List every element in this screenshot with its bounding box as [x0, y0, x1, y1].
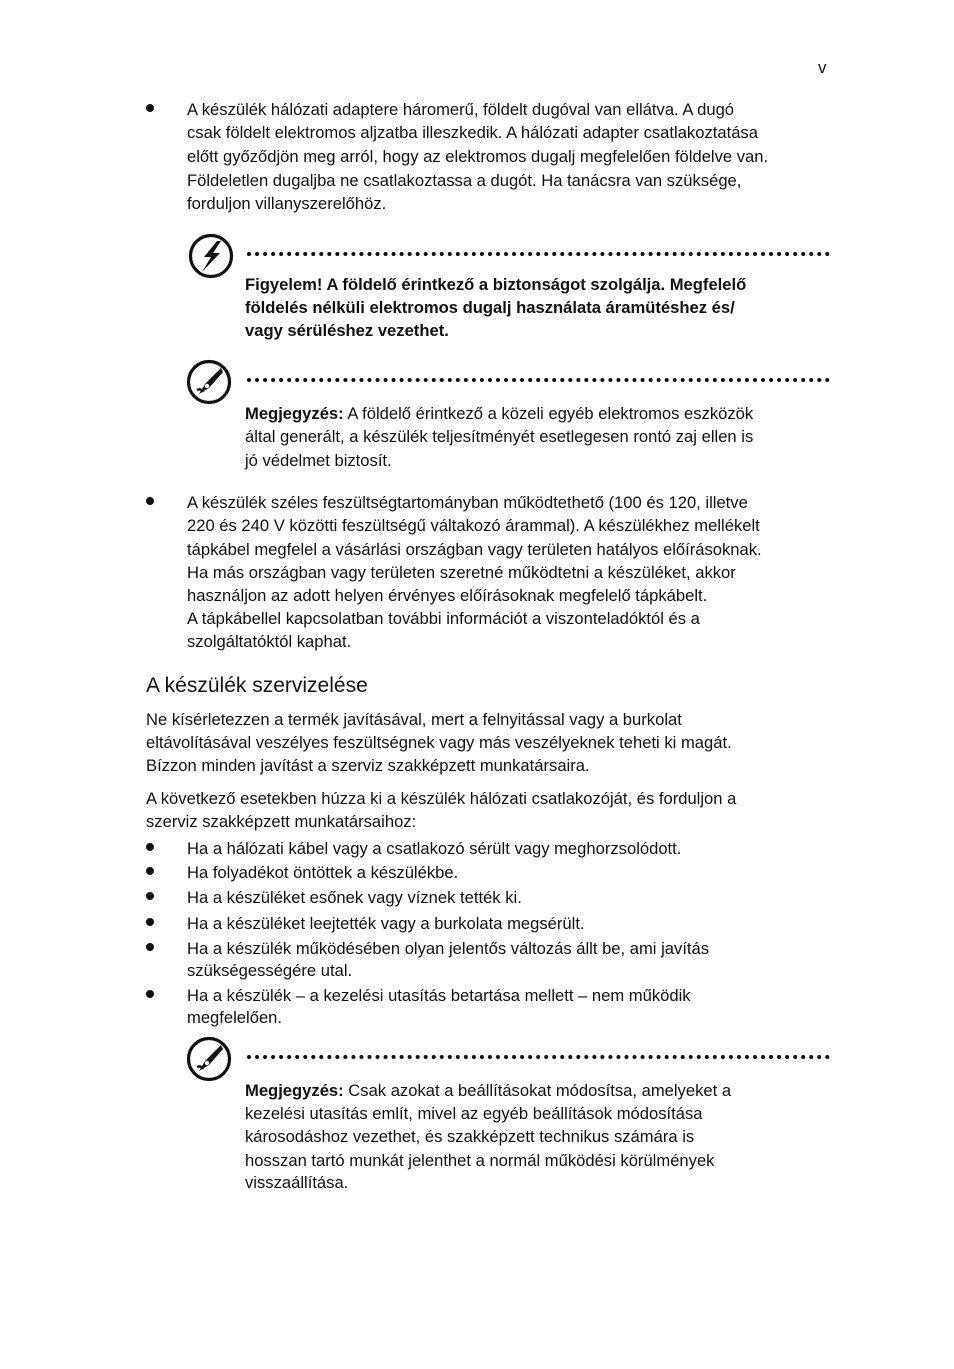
list-item-continuation: szükségességére utal.	[187, 961, 353, 980]
dotted-divider	[247, 378, 830, 382]
note-text-line: által generált, a készülék teljesítményét esetlegesen rontó zaj ellen is	[245, 427, 754, 446]
dotted-divider	[247, 252, 830, 256]
note-text-line: visszaállítása.	[245, 1173, 349, 1192]
text-line: 220 és 240 V közötti feszültségű váltakozó árammal). A készülékhez mellékelt	[187, 516, 760, 535]
paragraph-line: Bízzon minden javítást a szerviz szakképzett munkatársaira.	[146, 756, 590, 775]
note-text-line	[245, 404, 753, 424]
bullet-dot	[146, 843, 154, 851]
section-heading: A készülék szervizelése	[146, 674, 368, 697]
lightning-warning-icon	[187, 232, 235, 280]
list-item: Ha folyadékot öntöttek a készülékbe.	[187, 863, 459, 882]
note-label: Megjegyzés:	[245, 1081, 344, 1100]
bullet-dot	[146, 918, 154, 926]
list-item: Ha a készüléket esőnek vagy víznek tették ki.	[187, 888, 522, 907]
warning-text-line: Figyelem! A földelő érintkező a biztonságot szolgálja. Megfelelő	[245, 275, 747, 294]
dotted-divider	[247, 1055, 830, 1059]
text-line: előtt győződjön meg arról, hogy az elektromos dugalj megfelelően földelve van.	[187, 147, 769, 166]
bullet-dot	[146, 892, 154, 900]
bullet-dot	[146, 867, 154, 875]
note-text: Csak azokat a beállításokat módosítsa, amelyeket a	[343, 1081, 732, 1100]
paragraph-line: Ne kísérletezzen a termék javításával, mert a felnyitással vagy a burkolat	[146, 710, 682, 729]
bullet-dot	[146, 497, 154, 505]
note-text-line: hosszan tartó munkát jelenthet a normál működési körülmények	[245, 1151, 715, 1170]
list-item: Ha a hálózati kábel vagy a csatlakozó sérült vagy meghorzsolódott.	[187, 839, 682, 858]
note-label: Megjegyzés:	[245, 404, 344, 423]
text-line: forduljon villanyszerelőhöz.	[187, 194, 387, 213]
list-item: Ha a készülék – a kezelési utasítás betartása mellett – nem működik	[187, 986, 691, 1005]
note-text-line: károsodáshoz vezethet, és szakképzett technikus számára is	[245, 1127, 695, 1146]
text-line: A tápkábellel kapcsolatban további információt a viszonteladóktól és a	[187, 609, 700, 628]
list-item: Ha a készüléket leejtették vagy a burkolata megsérült.	[187, 914, 585, 933]
paragraph-line: szerviz szakképzett munkatársaihoz:	[146, 812, 417, 831]
text-line: szolgáltatóktól kaphat.	[187, 632, 352, 651]
note-text-line: jó védelmet biztosít.	[245, 451, 392, 470]
bullet-dot	[146, 943, 154, 951]
note-pen-icon	[185, 358, 233, 406]
text-line: csak földelt elektromos aljzatba illeszkedik. A hálózati adapter csatlakoztatása	[187, 123, 758, 142]
warning-text-line: földelés nélküli elektromos dugalj használata áramütéshez és/	[245, 298, 735, 317]
paragraph-line: eltávolításával veszélyes feszültségnek vagy más veszélyeknek teheti ki magát.	[146, 733, 732, 752]
text-line: A készülék széles feszültségtartományban működtethető (100 és 120, illetve	[187, 493, 748, 512]
note-text-line: kezelési utasítás említ, mivel az egyéb beállítások módosítása	[245, 1104, 703, 1123]
page-number: v	[818, 58, 827, 77]
text-line: használjon az adott helyen érvényes előírásoknak megfelelő tápkábelt.	[187, 586, 708, 605]
list-item: Ha a készülék működésében olyan jelentős változás állt be, ami javítás	[187, 939, 710, 958]
note-pen-icon	[185, 1035, 233, 1083]
warning-text-line: vagy sérüléshez vezethet.	[245, 321, 449, 340]
text-line: Ha más országban vagy területen szeretné működtetni a készüléket, akkor	[187, 563, 736, 582]
bullet-dot	[146, 104, 154, 112]
bullet-dot	[146, 990, 154, 998]
text-line: tápkábel megfelel a vásárlási országban vagy területen hatályos előírásoknak.	[187, 540, 762, 559]
note-text-line	[245, 1081, 731, 1101]
text-line: Földeletlen dugaljba ne csatlakoztassa a dugót. Ha tanácsra van szüksége,	[187, 171, 742, 190]
paragraph-line: A következő esetekben húzza ki a készülék hálózati csatlakozóját, és forduljon a	[146, 789, 737, 808]
list-item-continuation: megfelelően.	[187, 1008, 283, 1027]
note-text: A földelő érintkező a közeli egyéb elektromos eszközök	[343, 404, 754, 423]
text-line: A készülék hálózati adaptere háromerű, földelt dugóval van ellátva. A dugó	[187, 100, 735, 119]
